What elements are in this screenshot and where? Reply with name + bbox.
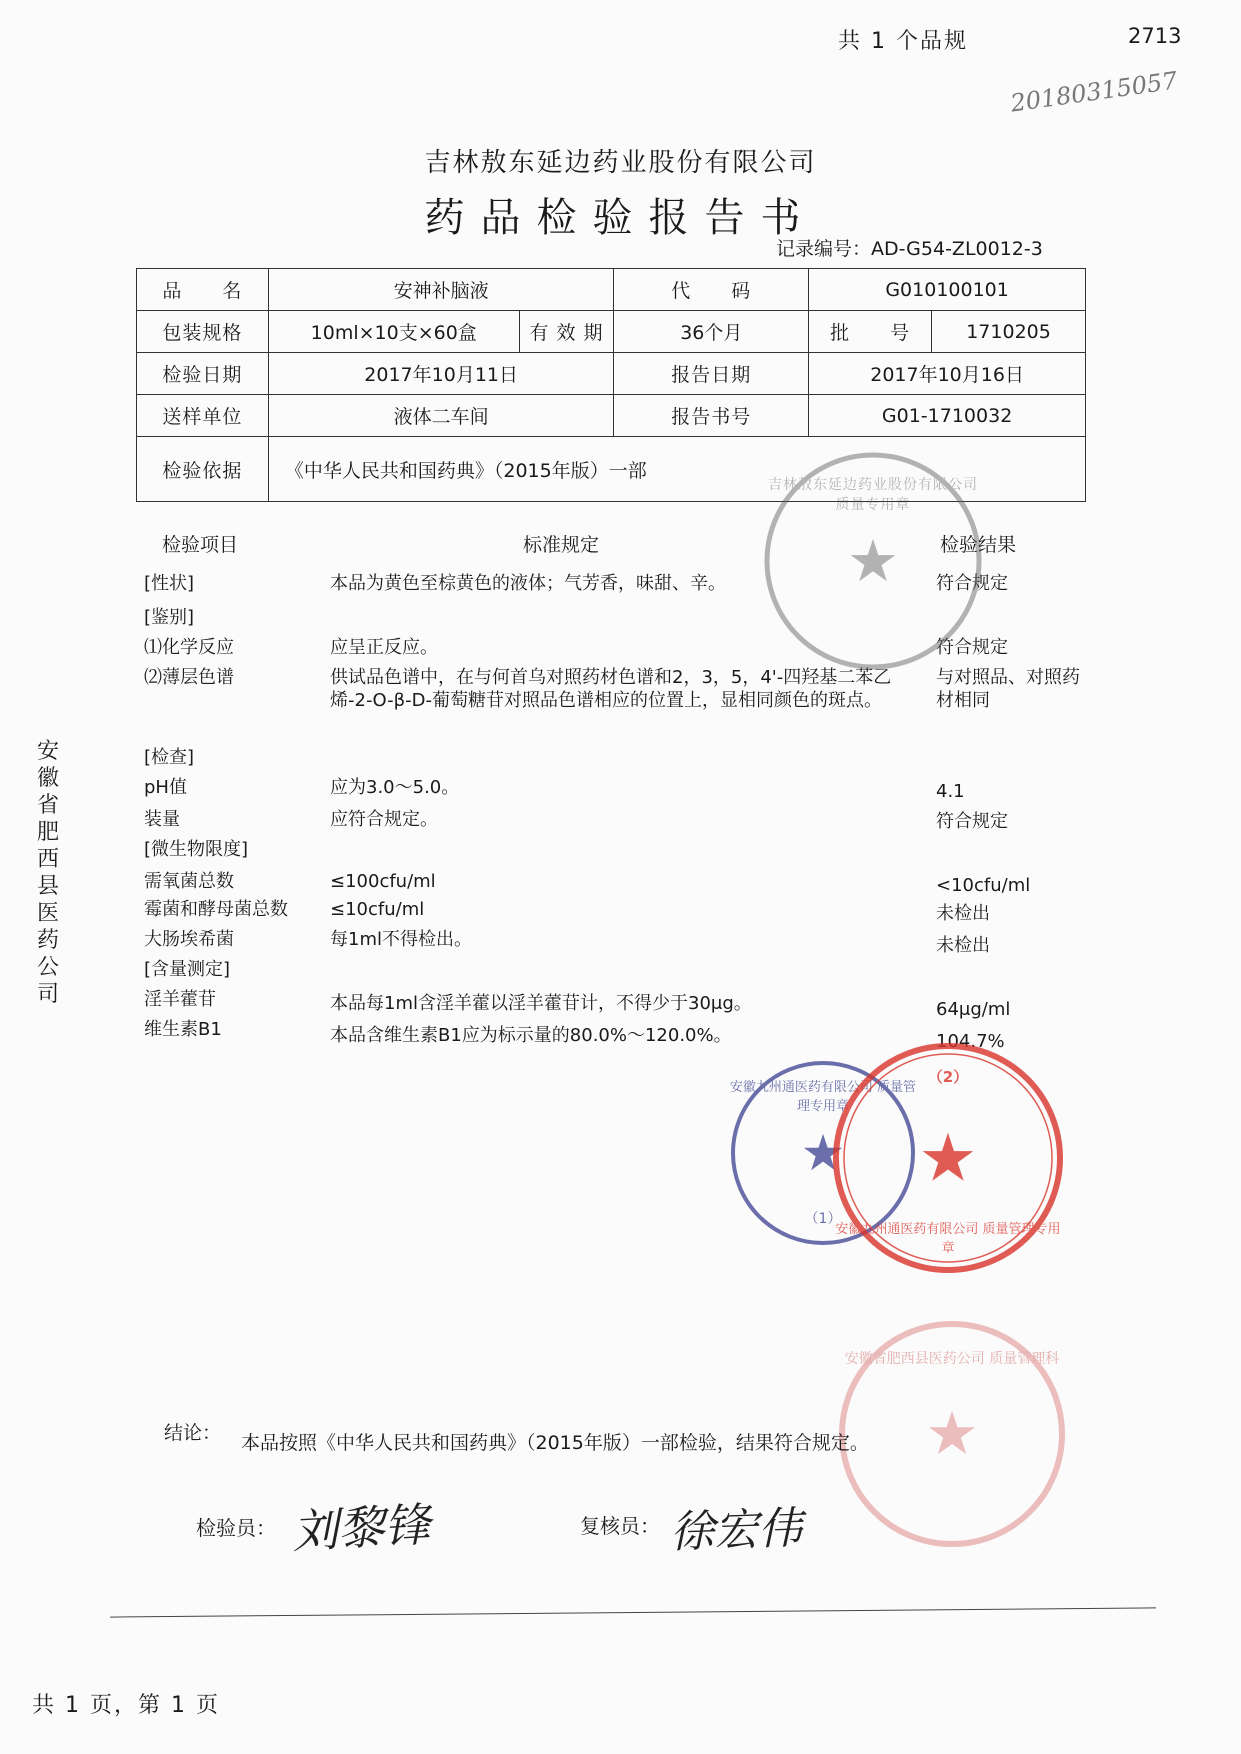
seal-text: 安徽九州通医药有限公司 质量管理专用章 xyxy=(835,1222,1061,1256)
result-item: 维生素B1 xyxy=(144,1019,222,1040)
product-name: 安神补脑液 xyxy=(268,269,614,311)
seal-star-icon: ★ xyxy=(918,1119,978,1197)
result-item: 装量 xyxy=(144,809,180,830)
result-standard: 每1ml不得检出。 xyxy=(330,929,472,950)
seal-star-icon: ★ xyxy=(800,1124,846,1182)
package-spec: 10ml×10支×60盒 xyxy=(268,311,519,353)
validity-label: 有 效 期 xyxy=(519,311,614,353)
seal-star-icon: ★ xyxy=(925,1399,979,1469)
report-title: 药品检验报告书 xyxy=(424,195,817,241)
sender-unit: 液体二车间 xyxy=(268,395,614,437)
col-result-header: 检验结果 xyxy=(940,534,1017,556)
col-item-header: 检验项目 xyxy=(162,534,239,556)
feixi-seal xyxy=(836,1318,1068,1550)
doc-number: 2713 xyxy=(1128,24,1182,48)
result-standard: 应呈正反应。 xyxy=(330,637,438,658)
result-standard: ≤10cfu/ml xyxy=(330,899,425,920)
result-item: ⑵薄层色谱 xyxy=(144,667,234,688)
batch-label: 批 号 xyxy=(809,311,932,353)
result-value: 4.1 xyxy=(936,781,965,802)
result-value: 104.7% xyxy=(936,1031,1005,1052)
validity-value: 36个月 xyxy=(614,311,809,353)
code-label: 代 码 xyxy=(614,269,809,311)
result-item: [鉴别] xyxy=(144,607,195,628)
result-value: 64μg/ml xyxy=(936,999,1011,1020)
result-item: 霉菌和酵母菌总数 xyxy=(144,899,288,920)
result-value: <10cfu/ml xyxy=(936,875,1031,896)
inspector-label: 检验员： xyxy=(196,1516,276,1540)
conclusion-label: 结论： xyxy=(164,1422,222,1444)
result-standard: 本品每1ml含淫羊藿以淫羊藿苷计，不得少于30μg。 xyxy=(330,993,752,1014)
company-seal-stamp xyxy=(762,450,984,672)
result-item: [微生物限度] xyxy=(144,839,249,860)
result-item: ⑴化学反应 xyxy=(144,637,234,658)
seal-text: 安徽九州通医药有限公司 质量管理专用章 xyxy=(729,1080,917,1114)
report-date: 2017年10月16日 xyxy=(809,353,1086,395)
sender-label: 送样单位 xyxy=(137,395,269,437)
test-date: 2017年10月11日 xyxy=(268,353,614,395)
product-name-label: 品 名 xyxy=(137,269,269,311)
result-standard: 供试品色谱中，在与何首乌对照药材色谱和2，3，5，4'-四羟基二苯乙烯-2-O-β-D-葡萄糖苷对照品色谱相应的位置上，显相同颜色的斑点。 xyxy=(330,667,892,711)
reviewer-signature: 徐宏伟 xyxy=(669,1502,804,1559)
seal-number: （2） xyxy=(927,1068,969,1086)
handwritten-number: 20180315057 xyxy=(1008,66,1180,118)
result-standard: 本品为黄色至棕黄色的液体；气芳香，味甜、辛。 xyxy=(330,573,726,594)
result-standard: 应符合规定。 xyxy=(330,809,438,830)
result-value: 符合规定 xyxy=(936,811,1008,832)
company-name: 吉林敖东延边药业股份有限公司 xyxy=(424,148,817,178)
result-standard: 本品含维生素B1应为标示量的80.0%～120.0%。 xyxy=(330,1025,732,1046)
result-item: pH值 xyxy=(144,777,187,798)
product-code: G010100101 xyxy=(809,269,1086,311)
conclusion-text: 本品按照《中华人民共和国药典》（2015年版）一部检验，结果符合规定。 xyxy=(241,1432,869,1454)
report-no-label: 报告书号 xyxy=(614,395,809,437)
reviewer-label: 复核员： xyxy=(580,1514,660,1538)
result-value: 符合规定 xyxy=(936,637,1008,658)
result-item: 大肠埃希菌 xyxy=(144,929,234,950)
result-item: [检查] xyxy=(144,747,195,768)
seal-number: （1） xyxy=(804,1211,842,1227)
test-date-label: 检验日期 xyxy=(137,353,269,395)
footer-divider xyxy=(110,1607,1156,1617)
seal-text: 安徽省肥西县医药公司 质量管理科 xyxy=(844,1351,1060,1367)
result-item: [性状] xyxy=(144,573,195,594)
report-date-label: 报告日期 xyxy=(614,353,809,395)
report-number: G01-1710032 xyxy=(809,395,1086,437)
result-standard: 应为3.0～5.0。 xyxy=(330,777,460,798)
company-seal-text: 吉林敖东延边药业股份有限公司 质量专用章 xyxy=(768,477,978,513)
result-value: 未检出 xyxy=(936,935,990,956)
jiuzhoutong-seal-2 xyxy=(830,1040,1066,1276)
result-value: 与对照品、对照药材相同 xyxy=(936,667,1080,711)
basis-label: 检验依据 xyxy=(137,437,269,502)
result-value: 符合规定 xyxy=(936,573,1008,594)
seal-star-icon: ★ xyxy=(847,527,899,595)
package-label: 包装规格 xyxy=(137,311,269,353)
page-footer: 共 1 页，第 1 页 xyxy=(32,1693,220,1718)
record-number: 记录编号：AD-G54-ZL0012-3 xyxy=(776,238,1043,260)
batch-number: 1710205 xyxy=(932,311,1086,353)
result-item: 需氧菌总数 xyxy=(144,871,234,892)
result-item: 淫羊藿苷 xyxy=(144,989,216,1010)
page-count: 共 1 个品规 xyxy=(838,29,968,54)
test-basis: 《中华人民共和国药典》（2015年版）一部 xyxy=(268,437,1085,502)
inspector-signature: 刘黎锋 xyxy=(290,1497,432,1559)
result-value: 未检出 xyxy=(936,903,990,924)
col-standard-header: 标准规定 xyxy=(523,534,600,556)
sidebar-company: 安徽省肥西县医药公司 xyxy=(36,739,59,1007)
result-item: [含量测定] xyxy=(144,959,231,980)
result-standard: ≤100cfu/ml xyxy=(330,871,436,892)
